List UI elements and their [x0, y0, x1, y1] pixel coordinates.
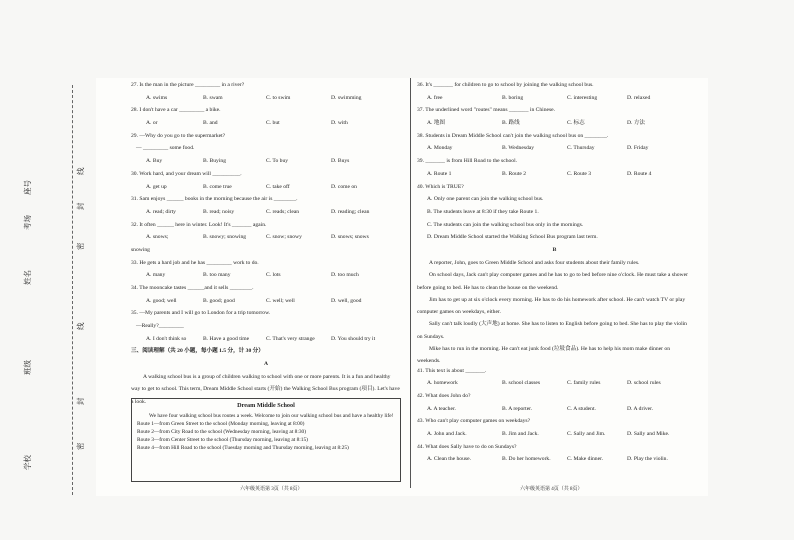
page-footer-right: 六年级英语第 4页（共 8页） — [520, 487, 583, 492]
options-32: A. snows; B. snowy; snowing C. snow; snowy D. snows; snows — [146, 234, 369, 241]
options-44: A. Clean the house. B. Do her homework. C. Make dinner. D. Play the violin. — [427, 456, 668, 463]
options-31: A. read; dirty B. read; noisy C. reads; clean D. reading; clean — [146, 208, 370, 215]
section-heading-reading: 三、阅读理解（共 20 小题，每小题 1.5 分，计 30 分） — [131, 348, 264, 355]
options-35: A. I don't think so B. Have a good time C. That's very strange D. You should try it — [146, 335, 376, 342]
passage-b-paragraph: A reporter, John, goes to Green Middle School and asks four students about their family rules. — [429, 259, 640, 266]
options-39: A. Route 1 B. Route 2 C. Route 3 D. Route 4 — [427, 170, 652, 177]
box-body — [132, 409, 400, 455]
school-label: 学校 — [23, 455, 32, 470]
options-28: A. or B. and C. but D. with — [146, 120, 348, 127]
route-item: Route 1—from Green Street to the school (Monday morning, leaving at 8:00) — [137, 421, 305, 427]
passage-b-label: B — [552, 246, 557, 253]
right-column — [417, 82, 692, 469]
options-34: A. good; well B. good; good C. well; well D. well, good — [146, 297, 362, 304]
question-42: 42. What does John do? — [417, 392, 471, 399]
class-label: 班级 — [23, 360, 32, 375]
question-33: 33. He gets a hard job and he has _________ work to do. — [131, 259, 259, 266]
seal-char-xian: 线 — [76, 167, 85, 175]
question-27: 27. Is the man in the picture _________ in a river? — [131, 82, 245, 88]
question-35: 35. —My parents and I will go to London for a trip tomorrow. — [131, 310, 271, 317]
column-divider — [410, 78, 411, 488]
question-36: 36. It's _______ for children to go to school by joining the walking school bus. — [417, 82, 594, 88]
seal-char-mi: 密 — [76, 242, 85, 250]
options-27: A. swims B. swam C. to swim D. swimming — [146, 94, 362, 101]
box-title: Dream Middle School — [237, 402, 295, 409]
options-38: A. Monday B. Wednesday C. Thursday D. Friday — [427, 145, 649, 152]
passage-a-text: A walking school bus is a group of children walking to school with one or more parents. It is a fun and healthy way to get to school. This term, Dream Middle School starts (开始) the Walking School Bus program (项目). Let's have a look. — [131, 374, 400, 405]
options-42: A. A teacher. B. A reporter. C. A student. D. A driver. — [427, 405, 654, 412]
option-40-a: A. Only one parent can join the walking school bus. — [427, 196, 544, 203]
options-43: A. John and Jack. B. Jim and Jack. C. Sally and Jim. D. Sally and Mike. — [427, 431, 670, 438]
question-37: 37. The underlined word "routes" means _______ in Chinese. — [417, 107, 556, 114]
question-35-reply: —Really?_________ — [136, 323, 184, 330]
seat-number-label: 座号 — [23, 180, 32, 195]
question-39: 39. _______ is from Hill Road to the school. — [417, 158, 518, 165]
left-column — [131, 82, 401, 408]
passage-b-paragraph: Sally can't talk loudly (大声地) at home. She has to listen to English before going to bed. She has to play the violin on Sundays. — [417, 321, 687, 340]
seal-char-xian-2: 线 — [76, 322, 85, 330]
option-40-d: D. Dream Middle School started the Walking School Bus program last term. — [427, 234, 598, 241]
seal-char-feng: 封 — [76, 202, 85, 210]
options-30: A. get up B. come true C. take off D. come on — [146, 183, 357, 190]
exam-room-label: 考场 — [23, 215, 32, 230]
question-34: 34. The mooncake tastes ______and it sells ________. — [131, 285, 254, 291]
question-32: 32. It often ______ here in winter. Look! It's _______ again. — [131, 221, 267, 228]
question-38: 38. Students in Dream Middle School can't join the walking school bus on ________. — [417, 132, 609, 139]
binding-dashed-line — [72, 85, 73, 495]
page-footer-left: 六年级英语第 3页（共 8页） — [240, 487, 303, 492]
question-40: 40. Which is TRUE? — [417, 183, 464, 190]
question-43: 43. Who can't play computer games on weekdays? — [417, 418, 531, 425]
seal-char-feng-2: 封 — [76, 397, 85, 405]
options-37: A. 地图 B. 路线 C. 标志 D. 方法 — [427, 120, 646, 127]
route-item: Route 3—from Center Street to the school (Thursday morning, leaving at 8:15) — [137, 437, 308, 443]
route-item: Route 4—from Hill Road to the school (Tuesday morning and Thursday morning, leaving at 8:25) — [137, 445, 349, 451]
passage-a-label: A — [263, 361, 269, 368]
options-33: A. many B. too many C. lots D. too much — [146, 272, 359, 279]
question-41: 41. This text is about _______. — [417, 367, 487, 374]
options-41: A. homework B. school classes C. family rules D. school rules — [427, 380, 661, 387]
passage-b-paragraph: Jim has to get up at six o'clock every morning. He has to do his homework after school. He can't watch TV or play computer games on weekdays, either. — [417, 296, 686, 316]
seal-char-mi-2: 密 — [76, 442, 85, 450]
route-item: Route 2—from City Road to the school (Wednesday morning, leaving at 8:30) — [137, 429, 307, 435]
passage-b-paragraph: Mike has to run in the morning. He can't eat junk food (垃圾食品). He has to help his mom make dinner on weekends. — [417, 346, 671, 365]
box-intro: We have four walking school bus routes a week. Welcome to join our walking school bus and have a healthy life! — [149, 413, 394, 419]
options-36: A. free B. boring C. interesting D. relaxed — [427, 94, 651, 101]
name-label: 姓名 — [23, 270, 32, 285]
question-29: 29. —Why do you go to the supermarket? — [131, 132, 226, 139]
route-info-box — [131, 398, 401, 482]
question-44: 44. What does Sally have to do on Sundays? — [417, 443, 517, 450]
question-29-reply: — _________ some food. — [136, 145, 195, 152]
passage-b-paragraph: On school days, Jack can't play computer games and he has to go to bed before nine o'clock. He must take a shower before going to bed. He has to clean the house on the weekend. — [417, 272, 688, 291]
options-32-continued: snowing — [131, 246, 150, 253]
question-28: 28. I don't have a car _________ a bike. — [131, 107, 221, 114]
options-29: A. Buy B. Buying C. To buy D. Buys — [146, 158, 350, 165]
question-31: 31. Sam enjoys ______ books in the morning because the air is ________. — [131, 196, 298, 203]
option-40-c: C. The students can join the walking school bus only in the mornings. — [427, 221, 584, 228]
option-40-b: B. The students leave at 8:30 if they take Route 1. — [427, 208, 539, 215]
question-30: 30. Work hard, and your dream will __________. — [131, 170, 242, 177]
